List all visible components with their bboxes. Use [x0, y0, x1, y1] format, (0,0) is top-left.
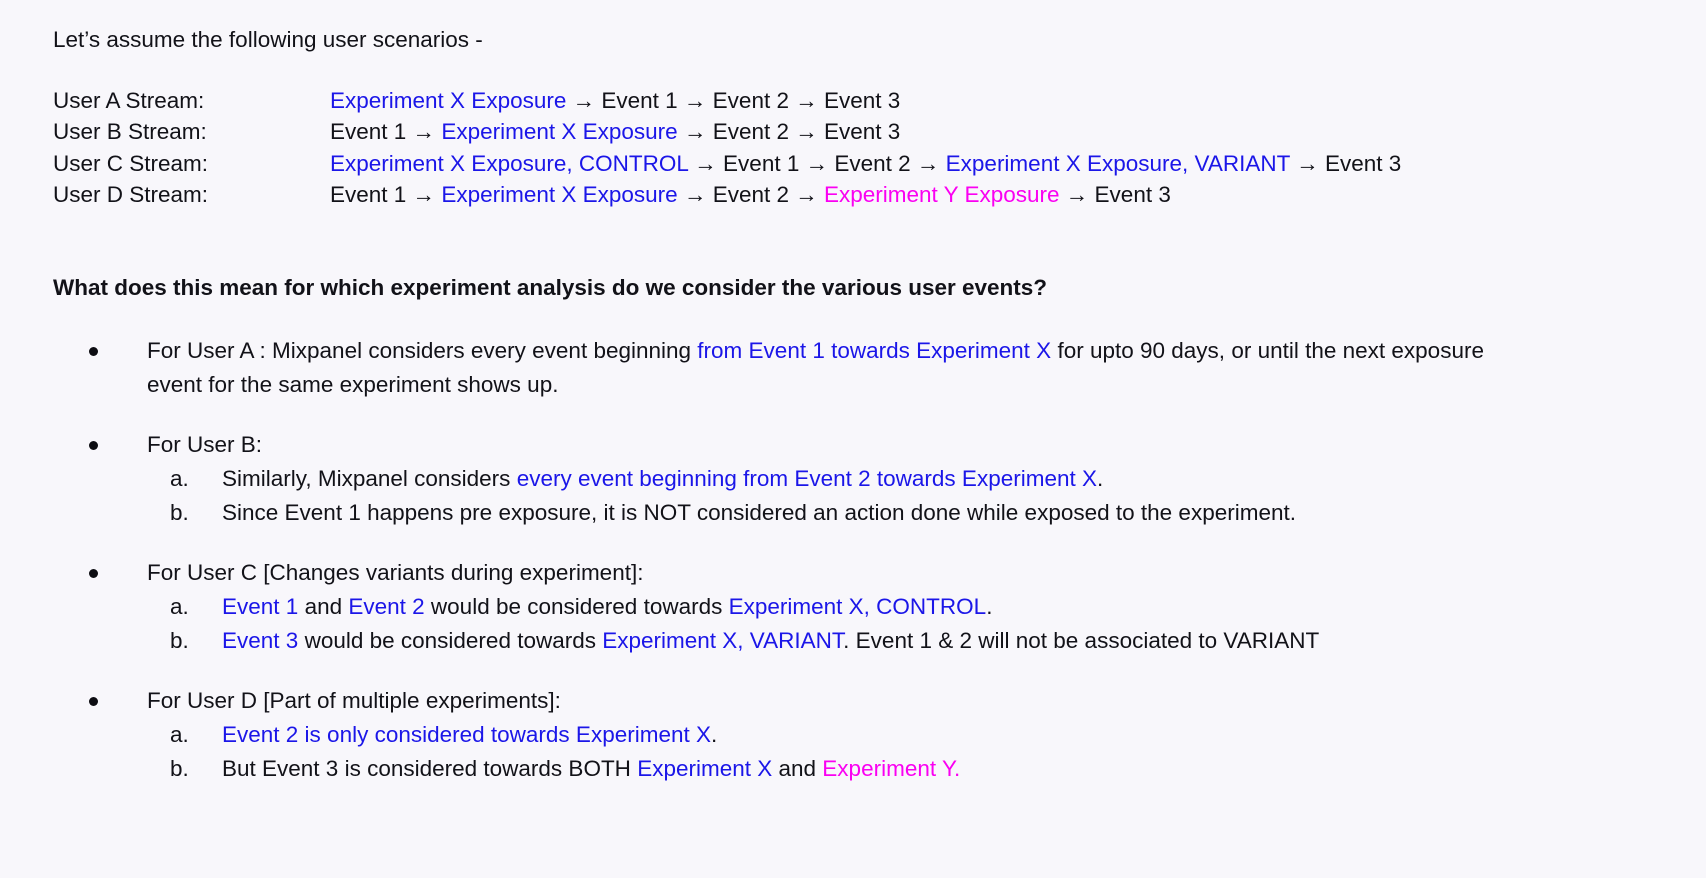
text-segment: . Event 1 & 2 will not be associated to VARIANT — [843, 627, 1320, 653]
sub-item — [53, 496, 1686, 530]
stream-value — [330, 179, 1171, 211]
text-segment: Event 1 — [222, 593, 299, 619]
stream-value — [330, 85, 900, 117]
sub-item-text — [222, 500, 1296, 525]
sub-item-text — [222, 594, 992, 619]
bullet-item — [53, 428, 1686, 462]
text-segment: and — [298, 593, 349, 619]
text-segment: from Event 1 towards Experiment X — [697, 337, 1052, 363]
bullet-group-user-c — [53, 556, 1686, 658]
text-segment: Experiment X Exposure, VARIANT — [945, 150, 1290, 176]
text-segment: For User D [Part of multiple experiments]: — [147, 687, 561, 713]
sub-item-marker: b. — [170, 627, 189, 653]
sub-item-marker: b. — [170, 499, 189, 525]
bullet-icon — [89, 697, 98, 706]
stream-label: User A Stream: — [53, 87, 205, 113]
text-segment: for upto 90 days, or until the next exposure event for the same experiment shows up. — [147, 337, 1484, 397]
text-segment: and — [772, 755, 823, 781]
text-segment: → Event 3 — [1289, 150, 1402, 176]
stream-value — [330, 116, 900, 148]
text-segment: would be considered towards — [298, 627, 603, 653]
text-segment: Experiment X — [637, 755, 773, 781]
text-segment: . — [1097, 465, 1104, 491]
bullet-icon — [89, 569, 98, 578]
text-segment: Experiment Y. — [822, 755, 961, 781]
text-segment: Similarly, Mixpanel considers — [222, 465, 517, 491]
text-segment: → Event 1 → Event 2 → — [688, 150, 946, 176]
bullet-text — [147, 334, 1493, 402]
sub-item-marker: a. — [170, 593, 189, 619]
text-segment: Since Event 1 happens pre exposure, it is NOT considered an action done while exposed to the experiment. — [222, 499, 1296, 525]
text-segment: Experiment X Exposure — [330, 87, 567, 113]
text-segment: Event 3 — [222, 627, 299, 653]
bullet-text — [147, 556, 1493, 590]
text-segment: → Event 2 → — [677, 182, 824, 207]
text-segment: Event 1 → — [330, 182, 442, 207]
sub-item-marker: a. — [170, 721, 189, 747]
sub-item — [53, 624, 1686, 658]
text-segment: → Event 2 → Event 3 — [677, 119, 901, 144]
user-streams-block — [53, 85, 1686, 211]
bullet-icon — [89, 347, 98, 356]
stream-row-user-c — [53, 148, 1686, 180]
stream-row-user-d — [53, 179, 1686, 211]
sub-item — [53, 752, 1686, 786]
bullet-group-user-a — [53, 334, 1686, 402]
text-segment: Experiment Y Exposure — [824, 182, 1060, 207]
text-segment: But Event 3 is considered towards BOTH — [222, 755, 638, 781]
section-heading: What does this mean for which experiment analysis do we consider the various user events? — [53, 274, 1048, 300]
sub-item-marker: b. — [170, 755, 189, 781]
text-segment: Experiment X Exposure — [441, 119, 678, 144]
text-segment: For User C [Changes variants during experiment]: — [147, 559, 644, 585]
stream-row-user-a — [53, 85, 1686, 117]
bullet-icon — [89, 441, 98, 450]
bullet-group-user-b — [53, 428, 1686, 530]
sub-item-text — [222, 722, 717, 747]
bullet-list — [53, 334, 1686, 786]
stream-label: User C Stream: — [53, 150, 209, 176]
bullet-item — [53, 334, 1686, 402]
bullet-item — [53, 556, 1686, 590]
sub-item — [53, 718, 1686, 752]
text-segment: . — [986, 593, 993, 619]
text-segment: would be considered towards — [424, 593, 729, 619]
text-segment: For User B: — [147, 431, 263, 457]
stream-row-user-b — [53, 116, 1686, 148]
sub-item-text — [222, 756, 960, 781]
bullet-item — [53, 684, 1686, 718]
sub-item-text — [222, 628, 1319, 653]
text-segment: every event beginning from Event 2 towards Experiment X — [516, 465, 1097, 491]
sub-item — [53, 590, 1686, 624]
text-segment: Experiment X Exposure — [441, 182, 678, 207]
stream-value — [330, 148, 1401, 180]
bullet-text — [147, 684, 1493, 718]
stream-label: User D Stream: — [53, 182, 209, 207]
text-segment: Experiment X Exposure, CONTROL — [330, 150, 689, 176]
text-segment: Event 1 → — [330, 119, 442, 144]
sub-item-text — [222, 466, 1103, 491]
intro-text: Let’s assume the following user scenarios - — [53, 27, 483, 52]
stream-label: User B Stream: — [53, 119, 207, 144]
text-segment: → Event 3 — [1059, 182, 1171, 207]
text-segment: Event 2 — [348, 593, 425, 619]
text-segment: → Event 1 → Event 2 → Event 3 — [566, 87, 901, 113]
text-segment: Experiment X, CONTROL — [728, 593, 987, 619]
sub-item-marker: a. — [170, 465, 189, 491]
text-segment: Event 2 is only considered towards Experiment X — [222, 721, 711, 747]
bullet-group-user-d — [53, 684, 1686, 786]
text-segment: For User A : Mixpanel considers every event beginning — [147, 337, 698, 363]
text-segment: Experiment X, VARIANT — [602, 627, 844, 653]
sub-item — [53, 462, 1686, 496]
bullet-text — [147, 428, 1493, 462]
text-segment: . — [711, 721, 718, 747]
